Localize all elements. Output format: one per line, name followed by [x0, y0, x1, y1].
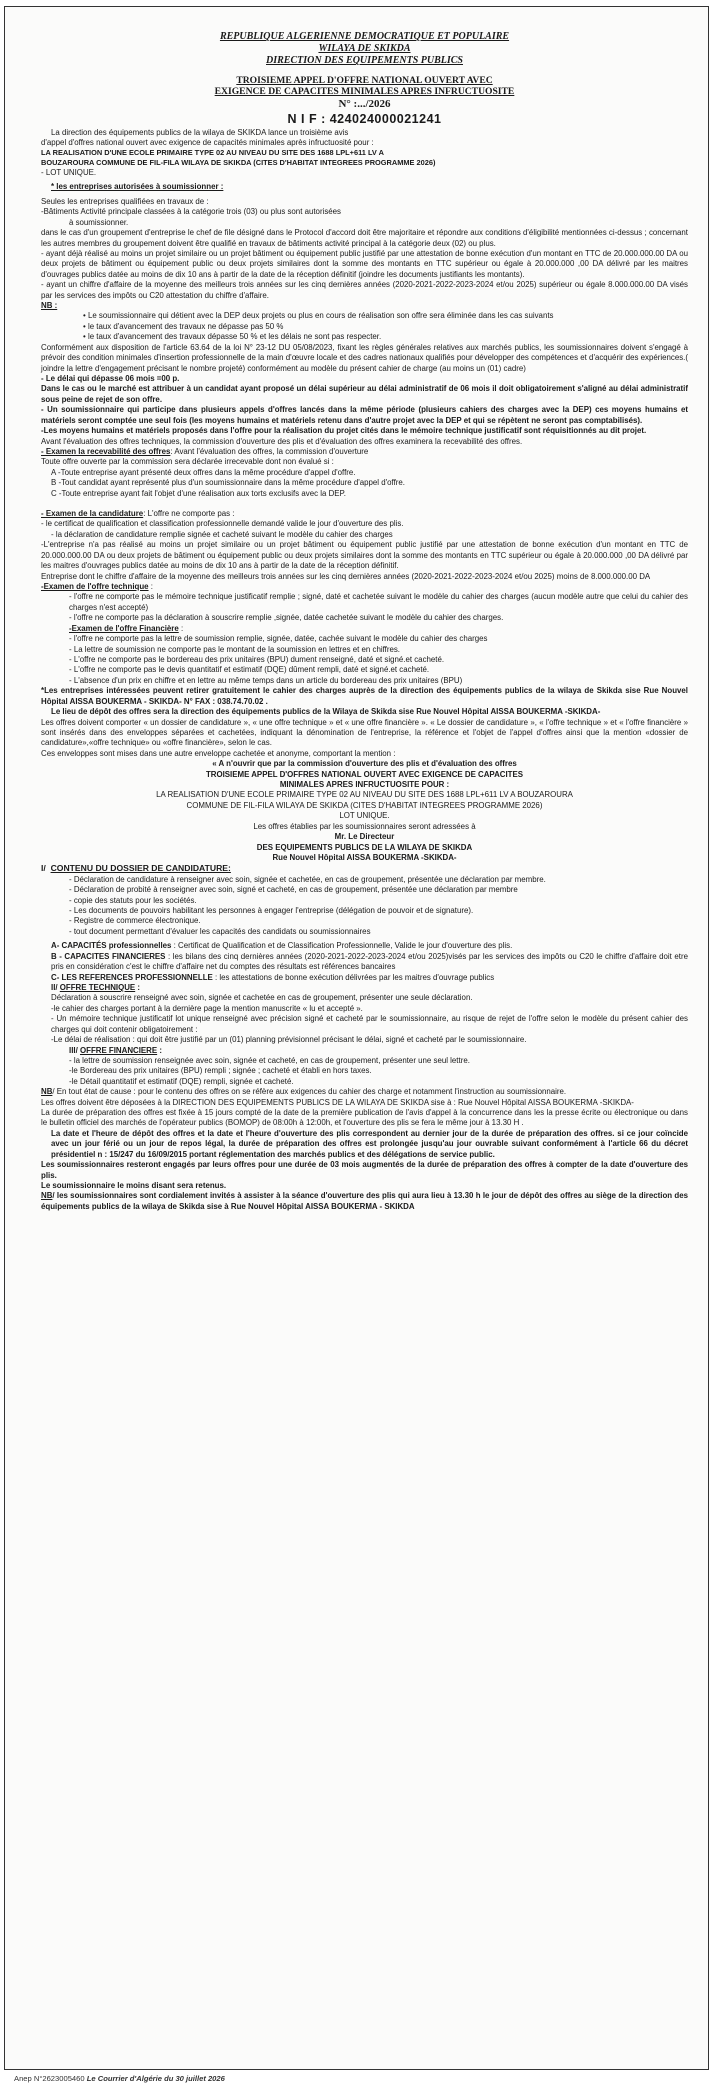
title-line2: EXIGENCE DE CAPACITES MINIMALES APRES INFRUCTUOSITE	[214, 86, 515, 98]
notice-sheet	[4, 6, 709, 2070]
offre-fin-item: -le Bordereau des prix unitaires (BPU) rempli ; signée ; cacheté et établi en hors taxes.	[69, 1066, 372, 1076]
bold-rule: -Les moyens humains et matériels proposés dans l'offre pour la réalisation du projet cités dans le mémoire technique justificatif sont réquisitionnés au dit projet.	[41, 426, 647, 436]
financial-line: - L'absence d'un prix en chiffre et en lettre au même temps dans un article du bordereau des prix unitaires (BPU)	[69, 675, 463, 685]
dossier-heading-num: I/	[41, 863, 46, 874]
financial-heading-rest: :	[178, 623, 184, 633]
address-line: DES EQUIPEMENTS PUBLICS DE LA WILAYA DE SKIKDA	[256, 842, 473, 852]
nb1-line: • le taux d'avancement des travaux ne dépasse pas 50 %	[83, 321, 284, 331]
candidature-heading: - Examen de la candidature	[41, 509, 144, 519]
offre-tech-item: -Le délai de réalisation : qui doit être justifié par un (01) planning prévisionnel précisant le délai, signé et cacheté par le soumissionnaire.	[51, 1035, 527, 1045]
admitted-line: -Bâtiments Activité principale classées à la catégorie trois (03) ou plus sont autorisées	[41, 207, 341, 217]
final-bold-line: La date et l'heure de dépôt des offres et la date et l'heure d'ouverture des plis correspondent au dernier jour de la durée de préparation des offres. si ce jour coïncide avec un jour férié ou un jour de repos légal, la durée de préparation des offres est prolongée jusqu'au jour ouvrable suivant conformément à l'article 66 du décret présidentiel n : 15/247 du 16/09/2015 portant réglementation des marchés publics et des délégations de service public.	[51, 1128, 688, 1159]
offre-tech-heading-rest: :	[135, 982, 141, 992]
technical-line: - l'offre ne comporte pas le mémoire technique justificatif remplie ; signé, daté et cachetée suivant le modèle du cahier des charges (aucun modèle autre que celui du cahier des charges n'est accepté)	[69, 592, 688, 612]
admitted-line: - ayant un chiffre d'affaire de la moyenne des meilleurs trois années sur les cinq dernières années (2020-2021-2022-2023-2024 et/ou 2025) supérieur ou égale 8.000.000.00 DA visés par les services des impôts ou C20 attestation du chiffre d'affaire.	[41, 280, 688, 300]
admitted-line: Seules les entreprises qualifiées en travaux de :	[41, 196, 209, 206]
notice-number: N° :.../2026	[338, 98, 391, 111]
candidature-line: - la déclaration de candidature remplie signée et cacheté suivant le modèle du cahier des charges	[51, 529, 393, 539]
candidature-line: -L'entreprise n'a pas réalisé au moins un projet similaire ou un projet bâtiment ou équipement public justifié par une attestation de bonne exécution d'un montant en TTC de 20.000.000.00 DA ou deux projets de bâtiment ou équipement public ou deux projets similaires dont la somme des montants en TTC supérieur ou égale à 20.000.000 ,00 DA délivré par les maitres d'ouvrages publics datée au moins de dix 10 ans à partir de la date de la réception définitif.	[41, 540, 688, 571]
footer	[14, 2074, 225, 2083]
candidature-section	[41, 509, 688, 582]
offre-fin-item: - la lettre de soumission renseignée avec soin, signée et cacheté, en cas de groupement, présenter une seul lettre.	[69, 1055, 470, 1065]
capacity-label: C- LES REFERENCES PROFESSIONNELLE	[51, 972, 213, 982]
offre-fin-item: -le Détail quantitatif et estimatif (DQE) rempli, signée et cacheté.	[69, 1076, 294, 1086]
envelopes-line: Ces enveloppes sont mises dans une autre enveloppe cachetée et anonyme, comportant la mention :	[41, 748, 396, 758]
evaluation-section	[41, 437, 688, 500]
candidature-line: Entreprise dont le chiffre d'affaire de la moyenne des meilleurs trois années sur les cinq dernières années (2020-2021-2022-2023-2024 et/ou 2025) moins de 8.000.000.00 DA	[41, 571, 651, 581]
admitted-line: dans le cas d'un groupement d'entreprise le chef de file désigné dans le Protocol d'accord doit être majoritaire et répondre aux conditions d'éligibilité mentionnées ci-dessus ; concernant les autres membres du groupement doivent être qualifié en travaux de bâtiments activité principal à la catégorie deux (02) ou plus.	[41, 228, 688, 248]
financial-section	[41, 624, 688, 687]
envelope-mention: TROISIEME APPEL D'OFFRES NATIONAL OUVERT AVEC EXIGENCE DE CAPACITES	[205, 769, 524, 779]
withdrawal-line: Le lieu de dépôt des offres sera la direction des équipements publics de la Wilaya de Skikda sise Rue Nouvel Hôpital AISSA BOUKERMA -SKIKDA-	[51, 707, 601, 717]
nb3-text: / les soumissionnaires sont cordialement invités à assister à la séance d'ouverture des plis qui aura lieu à 13.30 h le jour de dépôt des offres au siège de la direction des équipements publics de la wilaya de Skikda sise à Rue Nouvel Hôpital AISSA BOUKERMA - SKIKDA	[41, 1191, 688, 1211]
financial-line: - L'offre ne comporte pas le bordereau des prix unitaires (BPU) dument renseigné, daté et signé.et cacheté.	[69, 654, 445, 664]
offre-tech-item: Déclaration à souscrire renseigné avec soin, signée et cachetée en cas de groupement, présenter une seule déclaration.	[51, 993, 473, 1003]
envelopes-line: Les offres doivent comporter « un dossier de candidature », « une offre technique » et « une offre financière ». « Le dossier de candidature », « l'offre technique » et « l'offre financière » sont insérés dans des enveloppes séparées et cachetées, indiquant la dénomination de l'entreprise, la référence et l'objet de l'appel d'offres ainsi que la mention «dossier de candidature»,«offre technique» ou «offre financière», selon le cas.	[41, 717, 688, 748]
dossier-section	[41, 863, 688, 983]
admitted-heading: * les entreprises autorisées à soumissionner :	[51, 182, 224, 192]
header-direction: DIRECTION DES EQUIPEMENTS PUBLICS	[266, 55, 463, 66]
deposit-line: Les offres doivent être déposées à la DIRECTION DES EQUIPEMENTS PUBLICS DE LA WILAYA DE SKIKDA sise à : Rue Nouvel Hôpital AISSA BOUKERMA -SKIKDA-	[41, 1097, 634, 1107]
address-line: Les offres établies par les soumissionnaires seront adressées à	[253, 821, 476, 831]
address-section	[41, 822, 688, 864]
offre-tech-num: II/	[51, 982, 58, 992]
dossier-item: - Déclaration de probité à renseigner avec soin, signé et cacheté, en cas de groupement, présentée une déclaration par membre	[69, 885, 518, 895]
dossier-heading: CONTENU DU DOSSIER DE CANDIDATURE:	[50, 863, 231, 874]
title-line1: TROISIEME APPEL D'OFFRE NATIONAL OUVERT AVEC	[236, 75, 493, 86]
nb2-label: NB	[41, 1087, 53, 1097]
nb2-text: / En tout état de cause : pour le contenu des offres on se réfère aux exigences du cahier des charge et notamment l'instruction au soumissionnaire.	[52, 1087, 567, 1097]
candidature-line: - le certificat de qualification et classification professionnelle demandé valide le jour d'ouverture des plis.	[41, 519, 404, 529]
admitted-section	[41, 182, 688, 301]
financial-line: - l'offre ne comporte pas la lettre de soumission remplie, signée, datée, cachée suivant le modèle du cahier des charges	[69, 634, 488, 644]
evaluation-heading: - Examen la recevabilité des offres	[41, 446, 171, 456]
final-section	[41, 1129, 688, 1212]
financial-heading: -Examen de l'offre Financière	[69, 623, 179, 633]
intro-line: d'appel d'offres national ouvert avec exigence de capacités minimales après infructuosité pour :	[41, 138, 374, 148]
nb1-line: • le taux d'avancement des travaux dépasse 50 % et les délais ne sont pas respecter.	[83, 332, 382, 342]
financial-line: - L'offre ne comporte pas le devis quantitatif et estimatif (DQE) dûment rempli, daté et signé.et cacheté.	[69, 665, 430, 675]
intro-line: La direction des équipements publics de la wilaya de SKIKDA lance un troisième avis	[51, 127, 349, 137]
nb1-label: NB :	[41, 301, 58, 311]
offre-tech-item: - Un mémoire technique justificatif lot unique renseigné avec précision signé et cacheté par le soumissionnaire, au risque de rejet de l'offre selon le modèle du présent cahier des charges qui doit contenir obligatoirement :	[51, 1014, 688, 1034]
envelope-mention: MINIMALES APRES INFRUCTUOSITE POUR :	[279, 780, 450, 790]
delay-line: - Le délai qui dépasse 06 mois =00 p.	[41, 374, 180, 383]
evaluation-item: C -Toute entreprise ayant fait l'objet d'une réalisation aux torts exclusifs avec la DEP.	[51, 488, 346, 498]
bold-rule: Dans le cas ou le marché est attribuer à un candidat ayant proposé un délai supérieur au délai administratif de 06 mois il doit obligatoirement s'aligné au délai administratif sous peine de rejet de son offre.	[41, 384, 688, 404]
evaluation-item: A -Toute entreprise ayant présenté deux offres dans la même procédure d'appel d'offre.	[51, 467, 356, 477]
offre-fin-heading-rest: :	[157, 1045, 162, 1055]
nb1-section	[41, 301, 688, 343]
capacity-value: : les bilans des cinq dernières années (2020-2021-2022-2023-2024 et/ou 2025)visés par les services des impôts ou C20 le chiffre d'affaire doit etre pris en considération c'est le chiffre d'affaire net du comptes des résultats est références bancaires	[51, 951, 688, 972]
offre-tech-item: -le cahier des charges portant à la dernière page la mention manuscrite « lu et accepté ».	[51, 1003, 363, 1013]
address-line: Mr. Le Directeur	[334, 832, 395, 842]
envelope-mention: COMMUNE DE FIL-FILA WILAYA DE SKIKDA (CITES D'HABITAT INTEGREES PROGRAMME 2026)	[186, 800, 543, 810]
final-bold-line: Les soumissionnaires resteront engagés par leurs offres pour une durée de 03 mois augmentés de la durée de préparation des offres à compter de la date d'ouverture des plis.	[41, 1160, 688, 1180]
deposit-section	[41, 1098, 688, 1129]
admitted-line: - ayant déjà réalisé au moins un projet similaire ou un projet bâtiment ou équipement public justifié par une attestation de bonne exécution d'un montant en TTC de 20.000.000.00 DA ou deux projets de bâtiment ou équipement public ou deux projets similaires dont la somme des montants en TTC supérieur ou égale à 20.000.000 ,00 DA délivré par les maitres d'ouvrages publics datée au moins de dix 10 ans à partir de la date de la réception définitif (joindre les documents justifiants les montants).	[41, 248, 688, 279]
capacity-label: A- CAPACITÉS professionnelles	[51, 941, 172, 951]
admitted-line: à soumissionner.	[69, 217, 129, 227]
header-wilaya: WILAYA DE SKIKDA	[318, 43, 411, 54]
final-bold-line: Le soumissionnaire le moins disant sera retenus.	[41, 1180, 227, 1190]
nb3-label: NB	[41, 1191, 53, 1201]
envelope-mention: LA REALISATION D'UNE ECOLE PRIMAIRE TYPE 02 AU NIVEAU DU SITE DES 1688 LPL+611 LV A BOUZAROURA	[156, 790, 573, 800]
envelopes-section	[41, 718, 688, 822]
technical-section	[41, 582, 688, 624]
intro-lot: - LOT UNIQUE.	[41, 167, 97, 177]
capacity-label: B - CAPACITES FINANCIERES	[51, 951, 166, 961]
dossier-item: - Déclaration de candidature à renseigner avec soin, signée et cachetée, en cas de groupement, présentée une déclaration par membre.	[69, 874, 546, 884]
nb1-line: • Le soumissionnaire qui détient avec la DEP deux projets ou plus en cours de réalisation son offre sera éliminée dans les cas suivants	[83, 311, 554, 321]
capacity-value: : Certificat de Qualification et de Classification Professionnelle, Valide le jour d'ouverture des plis.	[173, 941, 513, 951]
intro-project: LA REALISATION D'UNE ECOLE PRIMAIRE TYPE 02 AU NIVEAU DU SITE DES 1688 LPL+611 LV A	[41, 148, 384, 158]
evaluation-rest: Toute offre ouverte par la commission sera déclarée irrecevable dont non évalué si :	[41, 457, 334, 467]
evaluation-heading-rest: : Avant l'évaluation des offres, la commission d'ouverture	[170, 446, 369, 456]
intro-project: BOUZAROURA COMMUNE DE FIL-FILA WILAYA DE SKIKDA (CITES D'HABITAT INTEGREES PROGRAMME 2026)	[41, 158, 436, 168]
envelope-mention: « A n'ouvrir que par la commission d'ouverture des plis et d'évaluation des offres	[212, 759, 517, 769]
dossier-item: - Les documents de pouvoirs habilitant les personnes à engager l'entreprise (délégation de pouvoir et de signature).	[69, 906, 474, 916]
header-republic: REPUBLIQUE ALGERIENNE DEMOCRATIQUE ET POPULAIRE	[219, 31, 510, 42]
offre-tech-heading: OFFRE TECHNIQUE	[59, 982, 136, 992]
technical-line: - l'offre ne comporte pas la déclaration à souscrire remplie ,signée, datée cachetée suivant le modèle du cahier des charges.	[69, 613, 504, 623]
withdrawal-line: *Les entreprises intéressées peuvent retirer gratuitement le cahier des charges auprès de la direction des équipements publics de la wilaya de Skikda sise Rue Nouvel Hôpital AISSA BOUKERMA - SKIKDA- N° FAX : 038.74.70.02 .	[41, 686, 688, 706]
dossier-item: - copie des statuts pour les sociétés.	[69, 895, 197, 905]
withdrawal-section	[41, 686, 688, 717]
nif-number: N I F : 424024000021241	[287, 112, 442, 127]
publication-source: Le Courrier d'Algérie du 30 juillet 2026	[86, 2074, 225, 2083]
technical-heading: -Examen de l'offre technique	[41, 582, 149, 592]
offre-tech-section	[41, 983, 688, 1046]
conformity-paragraph: Conformément aux disposition de l'article 63.64 de la loi N° 23-12 DU 05/08/2023, fixant les règles générales relatives aux marchés publics, les soumissionnaires doivent s'engagé à prévoir des condition minimales d'insertion professionnelle de la main d'œuvre locale et des cadres nationaux qualifiés pour développer des compétences et d'acquérir des expériences.( joindre la lettre d'engagement précisant le nombre projeté) conformément au modèle du présent cahier de charge (au moins un (01) cadre)	[41, 342, 688, 373]
title-block	[41, 75, 688, 128]
intro-block	[41, 128, 688, 179]
offre-fin-heading: OFFRE FINANCIERE	[79, 1045, 158, 1055]
offre-fin-section	[41, 1046, 688, 1088]
financial-line: - La lettre de soumission ne comporte pas le montant de la soumission en lettres et en chiffres.	[69, 644, 400, 654]
technical-heading-rest: :	[148, 582, 153, 592]
capacity-value: : les attestations de bonne exécution délivrées par les maitres d'ouvrage publics	[214, 972, 495, 982]
evaluation-intro: Avant l'évaluation des offres techniques, la commission d'ouverture des plis et d'évaluation des offres examinera la recevabilité des offres.	[41, 436, 523, 446]
deposit-line: La durée de préparation des offres est fixée à 15 jours compté de la date de la première publication de l'avis d'appel à la concurrence dans les la presse écrite ou électronique ou dans le bulletin officiel des marchés de l'opérateur publics (BOMOP) de 08:00h à 12:00h, et l'ouverture des plis se fera le même jour à 13.30 H .	[41, 1108, 688, 1128]
address-line: Rue Nouvel Hôpital AISSA BOUKERMA -SKIKDA-	[272, 852, 457, 862]
envelope-mention: LOT UNIQUE.	[339, 811, 390, 821]
bold-rule: - Un soumissionnaire qui participe dans plusieurs appels d'offres lancés dans la même période (plusieurs cahiers des charges avec la DEP) ces moyens humains et matériels seront comptée une seul fois (les moyens humains et matériels retenu dans d'autre projet avec la DEP et qui se répètent ne seront pas comptabilisés).	[41, 405, 688, 425]
dossier-item: - Registre de commerce électronique.	[69, 916, 201, 926]
candidature-heading-rest: : L'offre ne comporte pas :	[143, 509, 235, 519]
offre-fin-num: III/	[69, 1045, 78, 1055]
dossier-item: - tout document permettant d'évaluer les capacités des candidats ou soumissionnaires	[69, 926, 371, 936]
anep-number: Anep N°2623005460	[14, 2074, 85, 2083]
evaluation-item: B -Tout candidat ayant représenté plus d'un soumissionnaire dans la même procédure d'appel d'offre.	[51, 478, 405, 488]
header-block	[41, 31, 688, 67]
